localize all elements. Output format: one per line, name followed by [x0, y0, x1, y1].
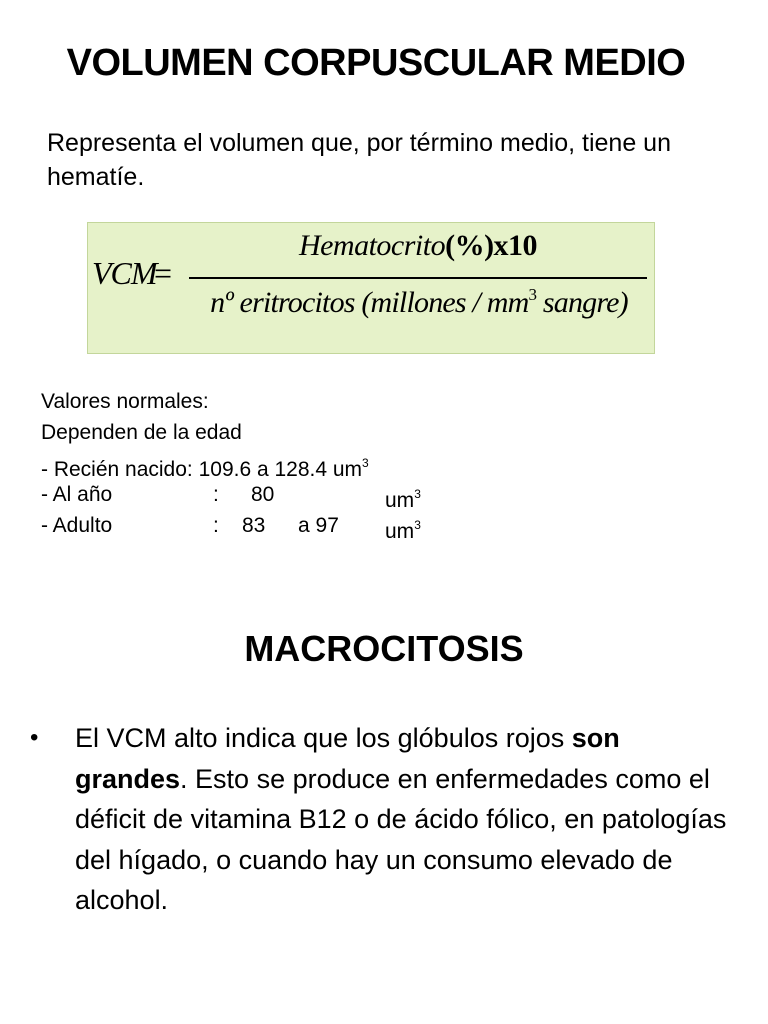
denominator-post: sangre): [536, 286, 628, 319]
row-label-text: - Recién nacido: 109.6 a 128.4 um: [41, 458, 363, 481]
formula-numerator: [188, 229, 648, 263]
formula-denominator: [188, 285, 650, 320]
row-label: - Al año: [41, 483, 113, 506]
bullet-icon: •: [30, 724, 39, 751]
formula-box: [87, 222, 655, 354]
bullet-text-before: El VCM alto indica que los glóbulos rojos: [75, 723, 572, 753]
page-title: VOLUMEN CORPUSCULAR MEDIO: [66, 42, 686, 84]
row-value: 83: [242, 514, 266, 537]
formula-equals: =: [154, 255, 173, 291]
bullet-text-bold: son grandes: [75, 723, 620, 794]
row-sep: :: [213, 483, 219, 506]
row-range-to: a 97: [298, 514, 339, 537]
numerator-italic: Hematocrito: [298, 229, 446, 262]
numerator-upright: (%)x10: [445, 229, 538, 262]
bullet-text: [75, 718, 735, 921]
unit-sup: 3: [414, 518, 421, 532]
heading-text: Valores normales:: [41, 390, 209, 413]
row-value: 80: [251, 483, 275, 506]
denominator-pre: nº eritrocitos (millones / mm: [210, 286, 529, 319]
row-unit: [385, 510, 421, 547]
bullet-text-after: . Esto se produce en enfermedades como el déficit de vitamina B12 o de ácido fólico, en patologías del hígado, o cuando hay un consumo elevado de alcohol.: [75, 763, 727, 915]
description-text: Representa el volumen que, por término medio, tiene un hematíe.: [47, 129, 671, 191]
row-sep: :: [213, 514, 219, 537]
row-label: - Adulto: [41, 514, 113, 537]
subheading-text: Dependen de la edad: [41, 421, 242, 444]
formula-lhs: VCM: [92, 255, 157, 291]
unit-text: um: [385, 520, 415, 543]
denominator-sup: 3: [528, 285, 537, 304]
unit-sup: 3: [362, 456, 369, 470]
unit-text: um: [385, 489, 415, 512]
fraction-bar: [189, 277, 647, 279]
section-title: MACROCITOSIS: [244, 628, 524, 669]
unit-sup: 3: [414, 487, 421, 501]
